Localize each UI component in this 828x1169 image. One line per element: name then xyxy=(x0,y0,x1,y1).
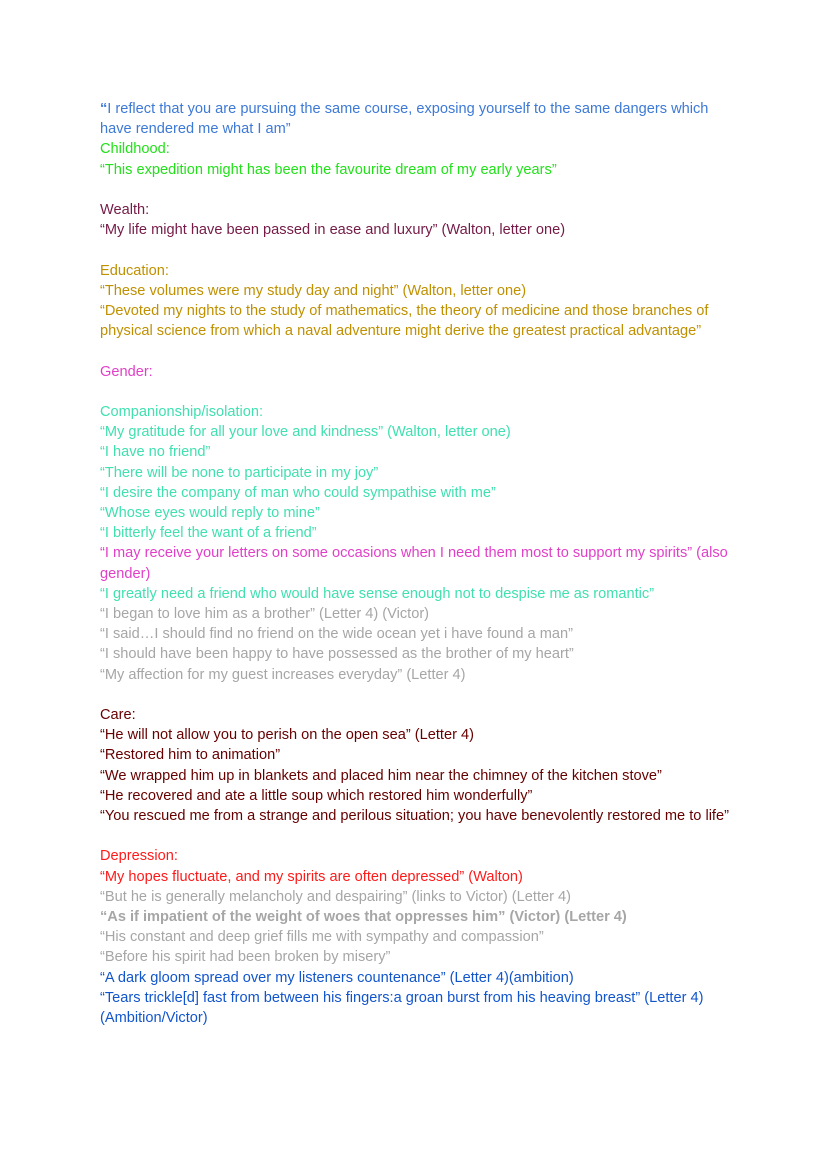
ambition-quote: “A dark gloom spread over my listeners countenance” (Letter 4)(ambition) xyxy=(100,969,574,986)
companionship-quote: “I have no friend” xyxy=(100,444,211,461)
childhood-quote: “This expedition might has been the favourite dream of my early years” xyxy=(100,161,557,178)
depression-quote: “My hopes fluctuate, and my spirits are often depressed” (Walton) xyxy=(100,868,523,885)
companionship-quote: “Whose eyes would reply to mine” xyxy=(100,505,320,521)
victor-quote: “But he is generally melancholy and despairing” (links to Victor) (Letter 4) xyxy=(100,888,572,905)
gender-heading: Gender: xyxy=(100,363,153,380)
spacer xyxy=(100,240,740,260)
intro-quote xyxy=(100,99,740,139)
spacer xyxy=(100,382,740,402)
education-quote: “Devoted my nights to the study of mathematics, the theory of medicine and those branches of physical science from which a naval adventure might derive the greatest practical advantage” xyxy=(100,303,713,340)
companionship-quote: “I greatly need a friend who would have sense enough not to despise me as romantic” xyxy=(100,585,655,602)
childhood-heading: Childhood: xyxy=(100,141,170,158)
care-quote: “We wrapped him up in blankets and placed him near the chimney of the kitchen stove” xyxy=(100,767,662,784)
wealth-heading: Wealth: xyxy=(100,202,150,218)
companionship-quote: “I bitterly feel the want of a friend” xyxy=(100,525,317,542)
victor-quote: “His constant and deep grief fills me with sympathy and compassion” xyxy=(100,929,544,946)
care-quote: “He recovered and ate a little soup which restored him wonderfully” xyxy=(100,787,533,804)
gender-quote: “I may receive your letters on some occasions when I need them most to support my spirits” (also gender) xyxy=(100,545,732,582)
intro-quote-text: I reflect that you are pursuing the same course, exposing yourself to the same dangers which have rendered me what I am” xyxy=(100,101,713,138)
companionship-quote: “My gratitude for all your love and kindness” (Walton, letter one) xyxy=(100,424,511,441)
companionship-quote: “There will be none to participate in my joy” xyxy=(100,464,379,481)
victor-quote: “My affection for my guest increases everyday” (Letter 4) xyxy=(100,666,466,683)
education-heading: Education: xyxy=(100,262,169,279)
companionship-heading: Companionship/isolation: xyxy=(100,403,264,420)
education-quote: “These volumes were my study day and night” (Walton, letter one) xyxy=(100,282,527,299)
intro-quote-open: “ xyxy=(100,101,108,117)
care-quote: “You rescued me from a strange and perilous situation; you have benevolently restored me to life” xyxy=(100,808,729,825)
document-page xyxy=(100,99,740,1028)
spacer xyxy=(100,180,740,200)
victor-quote: “Before his spirit had been broken by misery” xyxy=(100,949,391,966)
victor-quote: “I began to love him as a brother” (Letter 4) (Victor) xyxy=(100,606,430,623)
spacer xyxy=(100,685,740,705)
care-heading: Care: xyxy=(100,707,136,724)
victor-quote: “I should have been happy to have possessed as the brother of my heart” xyxy=(100,646,574,663)
victor-quote: “I said…I should find no friend on the wide ocean yet i have found a man” xyxy=(100,626,573,643)
spacer xyxy=(100,826,740,846)
spacer xyxy=(100,341,740,361)
wealth-quote: “My life might have been passed in ease and luxury” (Walton, letter one) xyxy=(100,222,566,239)
care-quote: “He will not allow you to perish on the open sea” (Letter 4) xyxy=(100,727,474,744)
care-quote: “Restored him to animation” xyxy=(100,747,281,764)
depression-heading: Depression: xyxy=(100,848,178,865)
ambition-quote: “Tears trickle[d] fast from between his fingers:a groan burst from his heaving breast” (Letter 4) (Ambition/Victor) xyxy=(100,989,708,1027)
companionship-quote: “I desire the company of man who could sympathise with me” xyxy=(100,484,496,501)
victor-quote: “As if impatient of the weight of woes that oppresses him” (Victor) (Letter 4) xyxy=(100,909,627,926)
